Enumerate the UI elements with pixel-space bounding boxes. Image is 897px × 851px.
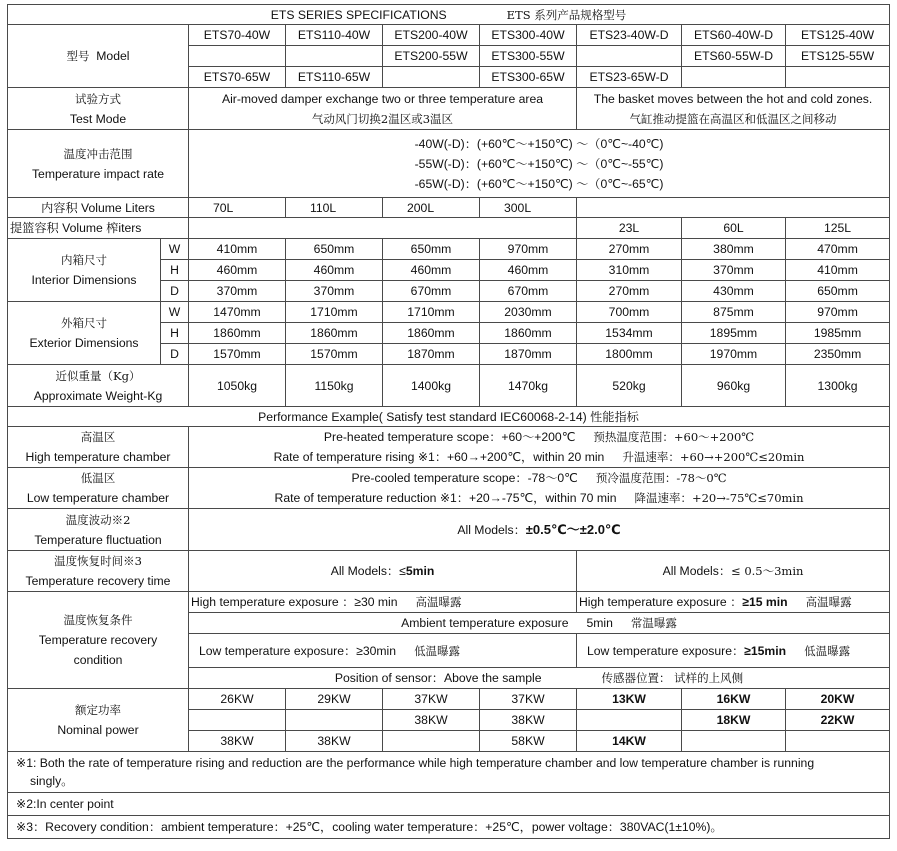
power-cell: 38KW: [480, 710, 577, 731]
volume-row: [8, 198, 890, 218]
model-cell: ETS23-65W-D: [577, 67, 682, 88]
dim-letter: H: [161, 323, 189, 344]
model-cell: ETS300-40W: [480, 25, 577, 46]
power-cell: 29KW: [286, 689, 383, 710]
power-cell: 18KW: [682, 710, 786, 731]
weight-cell: 960kg: [682, 365, 786, 407]
power-cell: [383, 731, 480, 752]
dim-cell: 875mm: [682, 302, 786, 323]
dim-cell: 670mm: [480, 281, 577, 302]
basket-volume-cell: 125L: [786, 218, 890, 239]
dim-cell: 380mm: [682, 239, 786, 260]
power-cell: 16KW: [682, 689, 786, 710]
recovery-time-left: All Models：≤5min: [189, 551, 577, 592]
impact-row: [8, 130, 890, 198]
high-temp-row: [8, 427, 890, 468]
volume-cell: 300L: [480, 198, 577, 218]
dim-cell: 1895mm: [682, 323, 786, 344]
dim-cell: 1970mm: [682, 344, 786, 365]
volume-empty: [577, 198, 890, 218]
dim-cell: 460mm: [480, 260, 577, 281]
model-cell: [383, 67, 480, 88]
weight-cell: 1470kg: [480, 365, 577, 407]
note-row: [8, 793, 890, 816]
dim-cell: 1860mm: [189, 323, 286, 344]
model-cell: ETS60-40W-D: [682, 25, 786, 46]
dim-cell: 1470mm: [189, 302, 286, 323]
dim-cell: 1570mm: [286, 344, 383, 365]
dim-cell: 460mm: [189, 260, 286, 281]
dim-cell: 1800mm: [577, 344, 682, 365]
low-temp-row: [8, 468, 890, 509]
model-cell: ETS23-40W-D: [577, 25, 682, 46]
exterior-label: 外箱尺寸 Exterior Dimensions: [8, 302, 161, 365]
dim-letter: D: [161, 344, 189, 365]
power-label: 额定功率 Nominal power: [8, 689, 189, 752]
power-cell: [189, 710, 286, 731]
interior-row: [8, 239, 890, 260]
recovery-time-row: [8, 551, 890, 592]
test-mode-basket: The basket moves between the hot and cold zones. 气缸推动提篮在高温区和低温区之间移动: [577, 88, 890, 130]
weight-cell: 1400kg: [383, 365, 480, 407]
basket-volume-empty: [189, 218, 577, 239]
dim-cell: 970mm: [480, 239, 577, 260]
low-temp-label: 低温区 Low temperature chamber: [8, 468, 189, 509]
recovery-low-right: Low temperature exposure：≥15min 低温曝露: [577, 634, 890, 668]
dim-cell: 650mm: [786, 281, 890, 302]
high-temp-label: 高温区 High temperature chamber: [8, 427, 189, 468]
dim-cell: 410mm: [189, 239, 286, 260]
model-cell: ETS110-40W: [286, 25, 383, 46]
dim-cell: 370mm: [286, 281, 383, 302]
title-row: [8, 5, 890, 25]
model-cell: ETS110-65W: [286, 67, 383, 88]
recovery-high-right: High temperature exposure ：≥15 min 高温曝露: [577, 592, 890, 613]
volume-label: 内容积 Volume Liters: [8, 198, 189, 218]
power-cell: 38KW: [383, 710, 480, 731]
dim-cell: 1860mm: [286, 323, 383, 344]
power-cell: 14KW: [577, 731, 682, 752]
dim-letter: W: [161, 239, 189, 260]
recovery-low-left: Low temperature exposure：≥30min 低温曝露: [189, 634, 577, 668]
power-cell: 20KW: [786, 689, 890, 710]
dim-letter: W: [161, 302, 189, 323]
note-3: ※3：Recovery condition：ambient temperature：+25℃，cooling water temperature：+25℃，power voltage：380VAC(1±10%)。: [8, 816, 890, 839]
dim-cell: 2030mm: [480, 302, 577, 323]
fluctuation-label: 温度波动※2 Temperature fluctuation: [8, 509, 189, 551]
dim-cell: 310mm: [577, 260, 682, 281]
model-cell: [577, 46, 682, 67]
weight-cell: 1050kg: [189, 365, 286, 407]
dim-cell: 970mm: [786, 302, 890, 323]
dim-cell: 1570mm: [189, 344, 286, 365]
power-cell: 26KW: [189, 689, 286, 710]
interior-label: 内箱尺寸 Interior Dimensions: [8, 239, 161, 302]
impact-label: 温度冲击范围 Temperature impact rate: [8, 130, 189, 198]
model-cell: ETS70-65W: [189, 67, 286, 88]
dim-cell: 1534mm: [577, 323, 682, 344]
model-cell: [286, 46, 383, 67]
model-cell: ETS125-40W: [786, 25, 890, 46]
dim-cell: 1870mm: [383, 344, 480, 365]
model-cell: ETS70-40W: [189, 25, 286, 46]
power-cell: 37KW: [480, 689, 577, 710]
power-cell: [786, 731, 890, 752]
dim-cell: 460mm: [286, 260, 383, 281]
performance-title: Performance Example( Satisfy test standard IEC60068-2-14) 性能指标: [8, 407, 890, 427]
fluctuation-row: [8, 509, 890, 551]
weight-cell: 1300kg: [786, 365, 890, 407]
test-mode-label: 试验方式 Test Mode: [8, 88, 189, 130]
sensor-position: Position of sensor：Above the sample 传感器位置： 试样的上风侧: [189, 668, 890, 689]
power-cell: 38KW: [189, 731, 286, 752]
model-cell: ETS300-65W: [480, 67, 577, 88]
model-cell: [189, 46, 286, 67]
test-mode-damper: Air-moved damper exchange two or three temperature area 气动风门切换2温区或3温区: [189, 88, 577, 130]
recovery-condition-label: 温度恢复条件 Temperature recovery condition: [8, 592, 189, 689]
power-row: [8, 689, 890, 710]
power-cell: 38KW: [286, 731, 383, 752]
dim-letter: H: [161, 260, 189, 281]
table-title: [8, 5, 890, 25]
dim-cell: 270mm: [577, 239, 682, 260]
basket-volume-cell: 60L: [682, 218, 786, 239]
low-temp-values: Pre-cooled temperature scope：-78～0℃ 预冷温度范围：-78～0℃ Rate of temperature reduction ※1：+20→-75℃，within 70 min 降温速率：+20→-75℃≤70min: [189, 468, 890, 509]
dim-cell: 1985mm: [786, 323, 890, 344]
note-1: ※1: Both the rate of temperature rising and reduction are the performance while high temperature chamber and low temperature chamber is running singly。: [8, 752, 890, 793]
dim-cell: 1860mm: [383, 323, 480, 344]
power-cell: [577, 710, 682, 731]
test-mode-row: [8, 88, 890, 130]
power-cell: [682, 731, 786, 752]
basket-volume-cell: 23L: [577, 218, 682, 239]
recovery-time-right: All Models：≤ 0.5～3min: [577, 551, 890, 592]
volume-cell: 70L: [189, 198, 286, 218]
model-cell: ETS60-55W-D: [682, 46, 786, 67]
title-en: ETS SERIES SPECIFICATIONS: [270, 7, 447, 22]
performance-title-row: [8, 407, 890, 427]
dim-cell: 270mm: [577, 281, 682, 302]
dim-cell: 370mm: [682, 260, 786, 281]
dim-cell: 370mm: [189, 281, 286, 302]
recovery-condition-row: [8, 592, 890, 613]
dim-cell: 1710mm: [286, 302, 383, 323]
model-cell: ETS125-55W: [786, 46, 890, 67]
impact-values: -40W(-D)：(+60℃～+150℃) ～（0℃~-40℃) -55W(-D)：(+60℃～+150℃) ～（0℃~-55℃) -65W(-D)：(+60℃～+150℃) ～（0℃~-65℃): [189, 130, 890, 198]
power-cell: [286, 710, 383, 731]
weight-row: [8, 365, 890, 407]
dim-cell: 430mm: [682, 281, 786, 302]
exterior-row: [8, 302, 890, 323]
dim-cell: 1710mm: [383, 302, 480, 323]
weight-cell: 520kg: [577, 365, 682, 407]
spec-table: [7, 4, 890, 839]
note-2: ※2:In center point: [8, 793, 890, 816]
power-cell: 37KW: [383, 689, 480, 710]
recovery-ambient: Ambient temperature exposure 5min 常温曝露: [189, 613, 890, 634]
fluctuation-value: All Models：±0.5℃～±2.0℃: [189, 509, 890, 551]
model-cell: ETS300-55W: [480, 46, 577, 67]
dim-cell: 650mm: [286, 239, 383, 260]
dim-letter: D: [161, 281, 189, 302]
dim-cell: 700mm: [577, 302, 682, 323]
model-cell: [682, 67, 786, 88]
dim-cell: 1860mm: [480, 323, 577, 344]
power-cell: 22KW: [786, 710, 890, 731]
model-label: 型号 Model: [8, 25, 189, 88]
model-row: [8, 25, 890, 46]
recovery-high-left: High temperature exposure ：≥30 min 高温曝露: [189, 592, 577, 613]
dim-cell: 2350mm: [786, 344, 890, 365]
dim-cell: 650mm: [383, 239, 480, 260]
power-cell: 58KW: [480, 731, 577, 752]
basket-volume-row: [8, 218, 890, 239]
model-cell: ETS200-40W: [383, 25, 480, 46]
recovery-time-label: 温度恢复时间※3 Temperature recovery time: [8, 551, 189, 592]
power-cell: 13KW: [577, 689, 682, 710]
volume-cell: 110L: [286, 198, 383, 218]
note-row: [8, 816, 890, 839]
weight-label: 近似重量（Kg） Approximate Weight-Kg: [8, 365, 189, 407]
model-cell: ETS200-55W: [383, 46, 480, 67]
volume-cell: 200L: [383, 198, 480, 218]
title-zh: ETS 系列产品规格型号: [506, 7, 627, 22]
high-temp-values: Pre-heated temperature scope：+60～+200℃ 预热温度范围：+60～+200℃ Rate of temperature rising ※1：+60→+200℃，within 20 min 升温速率：+60→+200℃≤20min: [189, 427, 890, 468]
dim-cell: 1870mm: [480, 344, 577, 365]
dim-cell: 670mm: [383, 281, 480, 302]
basket-volume-label: 提篮容积 Volume 榨iters: [8, 218, 189, 239]
dim-cell: 470mm: [786, 239, 890, 260]
note-row: [8, 752, 890, 793]
weight-cell: 1150kg: [286, 365, 383, 407]
dim-cell: 460mm: [383, 260, 480, 281]
model-cell: [786, 67, 890, 88]
dim-cell: 410mm: [786, 260, 890, 281]
